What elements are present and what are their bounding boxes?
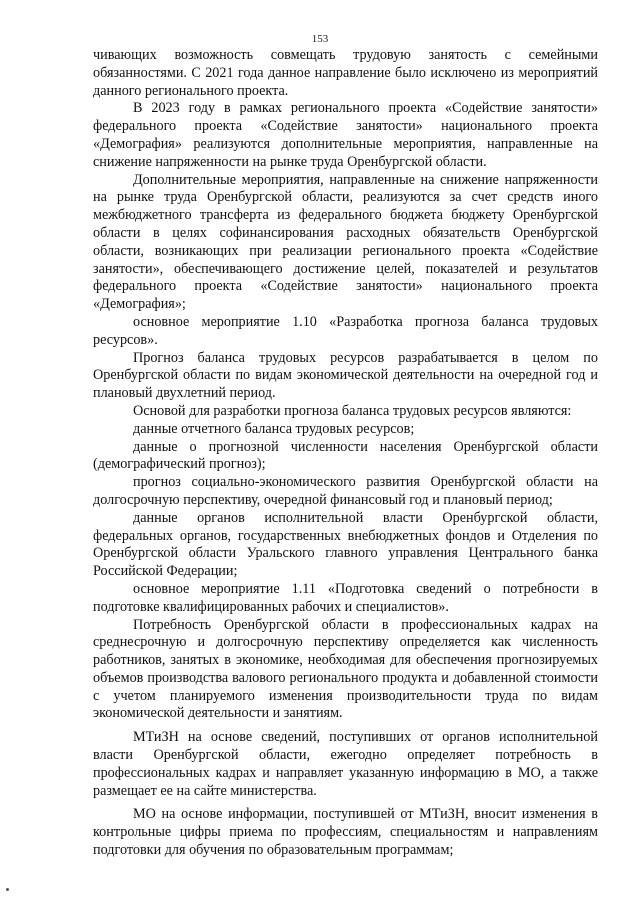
list-item: данные отчетного баланса трудовых ресурсов; bbox=[133, 420, 415, 437]
paragraph: Потребность Оренбургской области в профессиональных кадрах на среднесрочную и долгосрочную перспективу определяется как численность работников, занятых в экономике, необходимая для обеспечения прогнозируемых объемов производства валового регионального продукта и добавленной стоимости с учетом планируемого изменения производительности труда по видам экономической деятельности и занятиям. bbox=[93, 616, 598, 722]
paragraph: МО на основе информации, поступившей от МТиЗН, вносит изменения в контрольные цифры приема по профессиям, специальностям и направлениям подготовки для обучения по образовательным программам; bbox=[93, 806, 598, 859]
list-item: данные органов исполнительной власти Оренбургской области, федеральных органов, государственных внебюджетных фондов и Отделения по Оренбургской области Уральского главного управления Центрального банка Российской Федерации; bbox=[93, 509, 598, 580]
paragraph: основное мероприятие 1.10 «Разработка прогноза баланса трудовых ресурсов». bbox=[93, 313, 598, 348]
paragraph: Основой для разработки прогноза баланса трудовых ресурсов являются: bbox=[133, 402, 572, 419]
paragraph: В 2023 году в рамках регионального проекта «Содействие занятости» федерального проекта «Содействие занятости» национального проекта «Демография» реализуются дополнительные мероприятия, направленные на снижение напряженности на рынке труда Оренбургской области. bbox=[93, 100, 598, 170]
page-number: 153 bbox=[311, 33, 329, 45]
list-item: данные о прогнозной численности населения Оренбургской области (демографический прогноз); bbox=[93, 438, 598, 473]
paragraph-continuation: чивающих возможность совмещать трудовую занятость с семейными обязанностями. С 2021 года данное направление было исключено из мероприятий данного регионального проекта. bbox=[93, 47, 598, 99]
document-body bbox=[93, 47, 598, 860]
paragraph: основное мероприятие 1.11 «Подготовка сведений о потребности в подготовке квалифицированных рабочих и специалистов». bbox=[93, 580, 598, 615]
list-item: прогноз социально-экономического развития Оренбургской области на долгосрочную перспективу, очередной финансовый год и плановый период; bbox=[93, 474, 598, 508]
paragraph: МТиЗН на основе сведений, поступивших от органов исполнительной власти Оренбургской области, ежегодно определяет потребность в профессиональных кадрах и направляет указанную информацию в МО, а также размещает ее на сайте министерства. bbox=[93, 729, 598, 799]
paragraph: Дополнительные мероприятия, направленные на снижение напряженности на рынке труда Оренбургской области, реализуются за счет средств иного межбюджетного трансферта из федерального бюджета бюджету Оренбургской области в целях софинансирования расходных обязательств Оренбургской области, возникающих при реализации регионального проекта «Содействие занятости», обеспечивающего достижение целей, показателей и результатов федерального проекта «Содействие занятости» национального проекта «Демография»; bbox=[93, 171, 598, 313]
paragraph: Прогноз баланса трудовых ресурсов разрабатывается в целом по Оренбургской области по видам экономической деятельности на очередной год и плановый двухлетний период. bbox=[93, 349, 598, 402]
scan-speck bbox=[6, 888, 9, 891]
